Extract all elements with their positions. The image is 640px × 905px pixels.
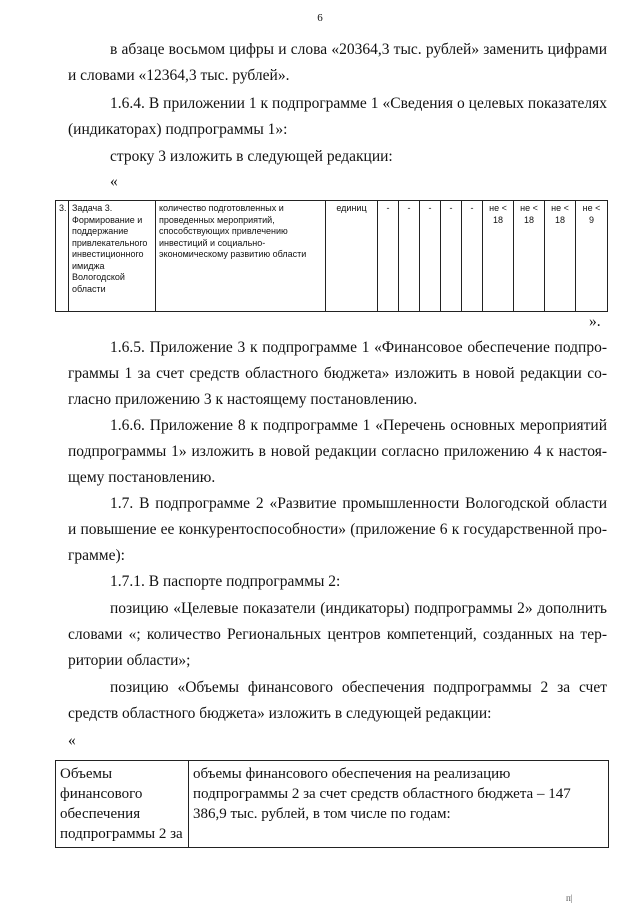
funding-label-cell: Объемы финансового обеспечения подпрограммы 2 за: [56, 761, 189, 848]
funding-text-cell: объемы финансового обеспечения на реализацию подпрограммы 2 за счет средств областного бюджета – 147 386,9 тыс. рублей, в том числе по годам:: [189, 761, 609, 848]
value-cell: -: [399, 201, 420, 312]
paragraph-line: «: [68, 732, 76, 749]
paragraph-line: строку 3 изложить в следующей редакции:: [110, 148, 393, 165]
paragraph-line: словами «; количество Региональных центров компетенций, созданных на тер-: [68, 626, 607, 643]
table-row: [56, 761, 609, 848]
paragraph-line: 1.6.6. Приложение 8 к подпрограмме 1 «Перечень основных мероприятий: [110, 417, 607, 434]
value-cell: не < 18: [514, 201, 545, 312]
value-cell: -: [441, 201, 462, 312]
page-number: 6: [317, 12, 323, 24]
funding-table: [55, 760, 609, 848]
paragraph-line: позицию «Целевые показатели (индикаторы) подпрограммы 2» дополнить: [110, 600, 607, 617]
paragraph-line: (индикаторах) подпрограммы 1»:: [68, 121, 288, 138]
value-cell: не < 9: [576, 201, 608, 312]
corner-mark: п|: [566, 893, 573, 903]
paragraph-line: граммы 1 за счет средств областного бюджета» изложить в новой редакции со-: [68, 365, 607, 382]
paragraph-line: гласно приложению 3 к настоящему постановлению.: [68, 391, 418, 408]
value-cell: не < 18: [545, 201, 576, 312]
table-row: [56, 201, 608, 312]
paragraph-line: «: [110, 173, 118, 190]
paragraph-line: подпрограммы 1» изложить в новой редакции согласно приложению 4 к настоя-: [68, 443, 607, 460]
row-number: 3.: [56, 201, 69, 312]
value-cell: -: [378, 201, 399, 312]
paragraph-line: и словами «12364,3 тыс. рублей».: [68, 67, 290, 84]
paragraph-line: и повышение ее конкурентоспособности» (приложение 6 к государственной про-: [68, 521, 607, 538]
paragraph-line: позицию «Объемы финансового обеспечения подпрограммы 2 за счет: [110, 679, 607, 696]
value-cell: -: [420, 201, 441, 312]
paragraph-line: 1.6.5. Приложение 3 к подпрограмме 1 «Финансовое обеспечение подпро-: [110, 339, 607, 356]
unit-cell: единиц: [326, 201, 378, 312]
paragraph-line: щему постановлению.: [68, 469, 216, 486]
indicators-table: [55, 200, 608, 312]
value-cell: -: [462, 201, 483, 312]
paragraph-line: 1.6.4. В приложении 1 к подпрограмме 1 «Сведения о целевых показателях: [110, 95, 607, 112]
paragraph-line: грамме):: [68, 547, 125, 564]
task-cell: Задача 3. Формирование и поддержание привлекательного инвестиционного имиджа Вологодской области: [69, 201, 156, 312]
paragraph-line: 1.7. В подпрограмме 2 «Развитие промышленности Вологодской области: [110, 495, 607, 512]
indicator-cell: количество подготовленных и проведенных мероприятий, способствующих привлечению инвестиций и социально-экономическому развитию области: [156, 201, 326, 312]
paragraph-line: ».: [589, 313, 601, 330]
value-cell: не < 18: [483, 201, 514, 312]
paragraph-line: 1.7.1. В паспорте подпрограммы 2:: [110, 573, 341, 590]
paragraph-line: ритории области»;: [68, 652, 191, 669]
paragraph-line: средств областного бюджета» изложить в следующей редакции:: [68, 705, 492, 722]
paragraph-line: в абзаце восьмом цифры и слова «20364,3 тыс. рублей» заменить цифрами: [110, 41, 607, 58]
